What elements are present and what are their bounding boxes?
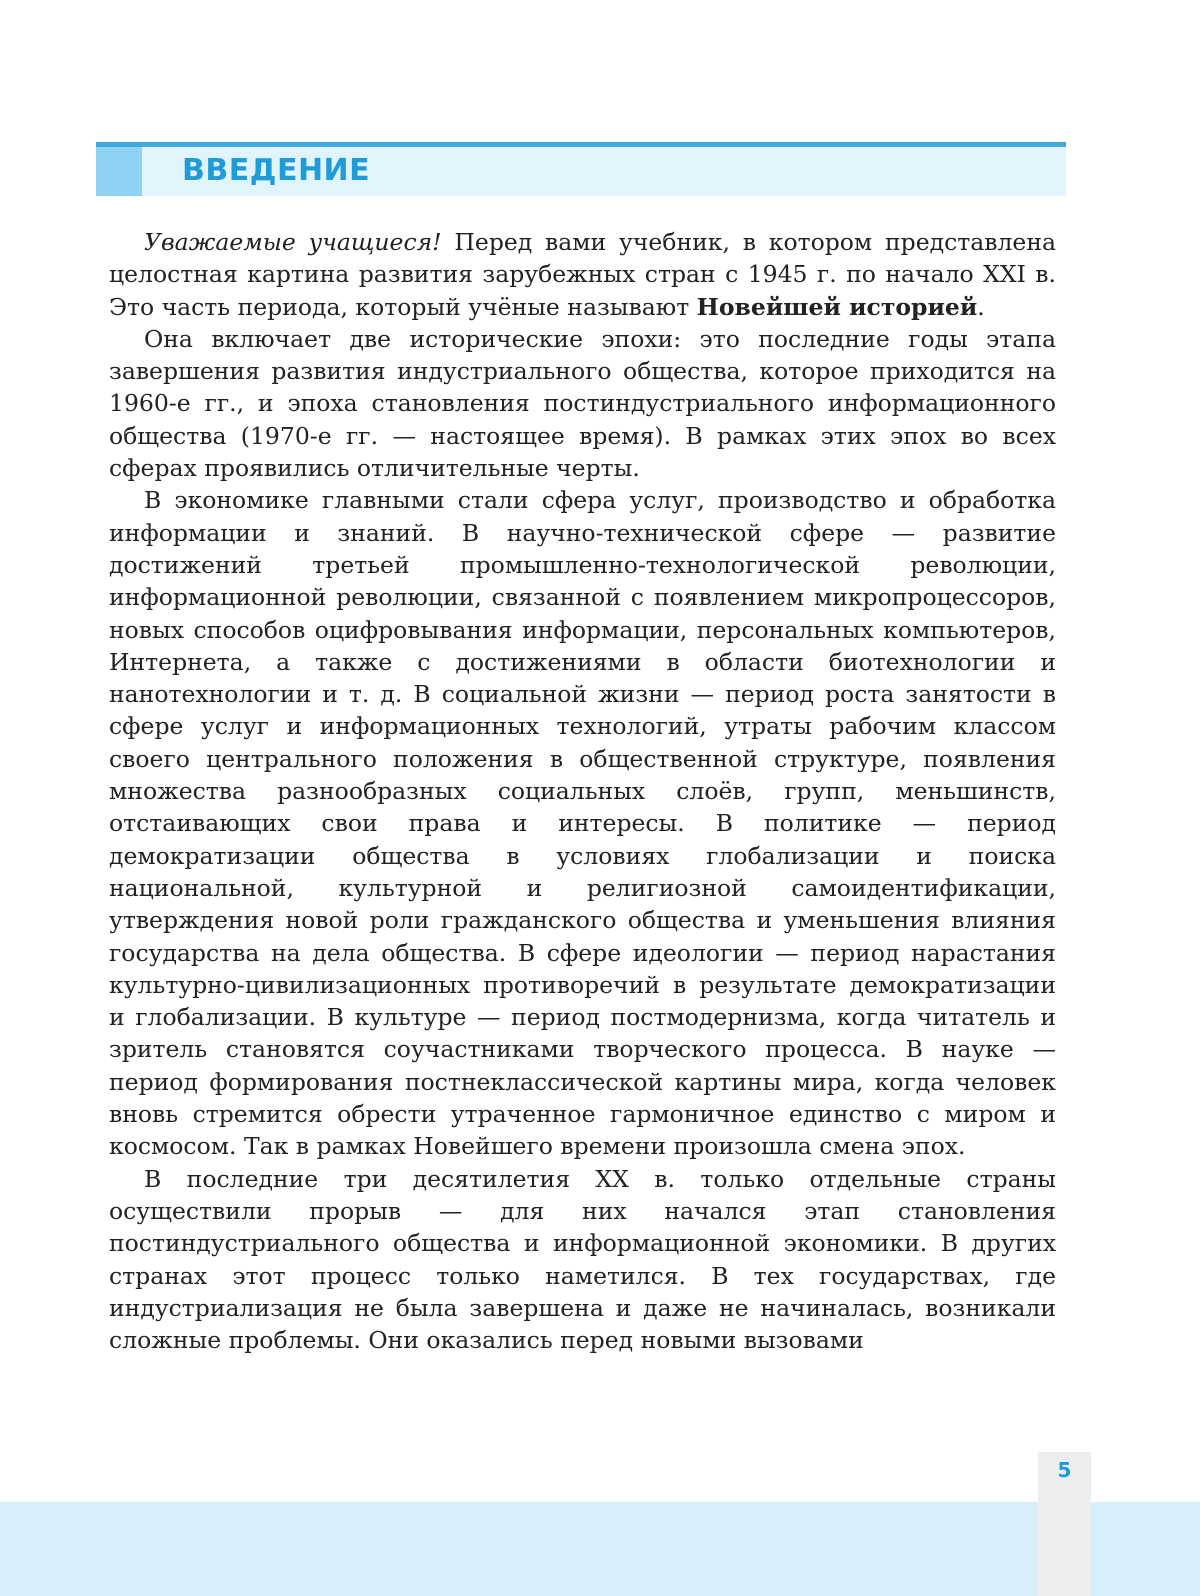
paragraph-4: В последние три десятилетия XX в. только отдельные страны осуществили прорыв — для них начался этап становления постиндустриального общества и информационной экономики. В других странах этот процесс только наметился. В тех государствах, где индустриализация не была завершена и даже не начиналась, возникали сложные проблемы. Они оказались перед новыми вызовами: [109, 1164, 1056, 1355]
body-text: [109, 226, 1056, 1356]
page-number: 5: [1057, 1458, 1072, 1482]
paragraph-3: В экономике главными стали сфера услуг, производство и обработка информации и знаний. В научно-технической сфере — развитие достижений третьей промышленно-технологической революции, информационной революции, связанной с появлением микропроцессоров, новых способов оцифровывания информации, персональных компьютеров, Интернета, а также с достижениями в области биотехнологии и нанотехнологии и т. д. В социальной жизни — период роста занятости в сфере услуг и информационных технологий, утраты рабочим классом своего центрального положения в общественной структуре, появления множества разнообразных социальных слоёв, групп, меньшинств, отстаивающих свои права и интересы. В политике — период демократизации общества в условиях глобализации и поиска национальной, культурной и религиозной самоидентификации, утверждения новой роли гражданского общества и уменьшения влияния государства на дела общества. В сфере идеологии — период нарастания культурно-цивилизационных противоречий в результате демократизации и глобализации. В культуре — период постмодернизма, когда читатель и зритель становятся соучастниками творческого процесса. В науке — период формирования постнеклассической картины мира, когда человек вновь стремится обрести утраченное гармоничное единство с миром и космосом. Так в рамках Новейшего времени произошла смена эпох.: [109, 486, 1056, 1161]
paragraph-1-text-a: Перед вами учебник, в котором представлена целостная картина развития зарубежных стран с 1945 г. по начало XXI в. Это часть периода, который учёные называют: [109, 228, 1056, 321]
section-title: ВВЕДЕНИЕ: [182, 153, 371, 188]
paragraph-2: Она включает две исторические эпохи: это последние годы этапа завершения развития индустриального общества, которое приходится на 1960-е гг., и эпоха становления постиндустриального информационного общества (1970-е гг. — настоящее время). В рамках этих эпох во всех сферах проявились отличительные черты.: [109, 324, 1056, 483]
paragraph-1: [109, 226, 1056, 323]
paragraph-1-text-b: .: [977, 292, 985, 321]
term-bold: Новейшей историей: [696, 292, 978, 321]
header-accent-block: [96, 147, 142, 196]
page-number-tab: [1038, 1452, 1091, 1596]
bottom-band: [0, 1502, 1200, 1596]
greeting-italic: Уважаемые учащиеся!: [144, 228, 442, 256]
section-header: [96, 142, 1066, 196]
